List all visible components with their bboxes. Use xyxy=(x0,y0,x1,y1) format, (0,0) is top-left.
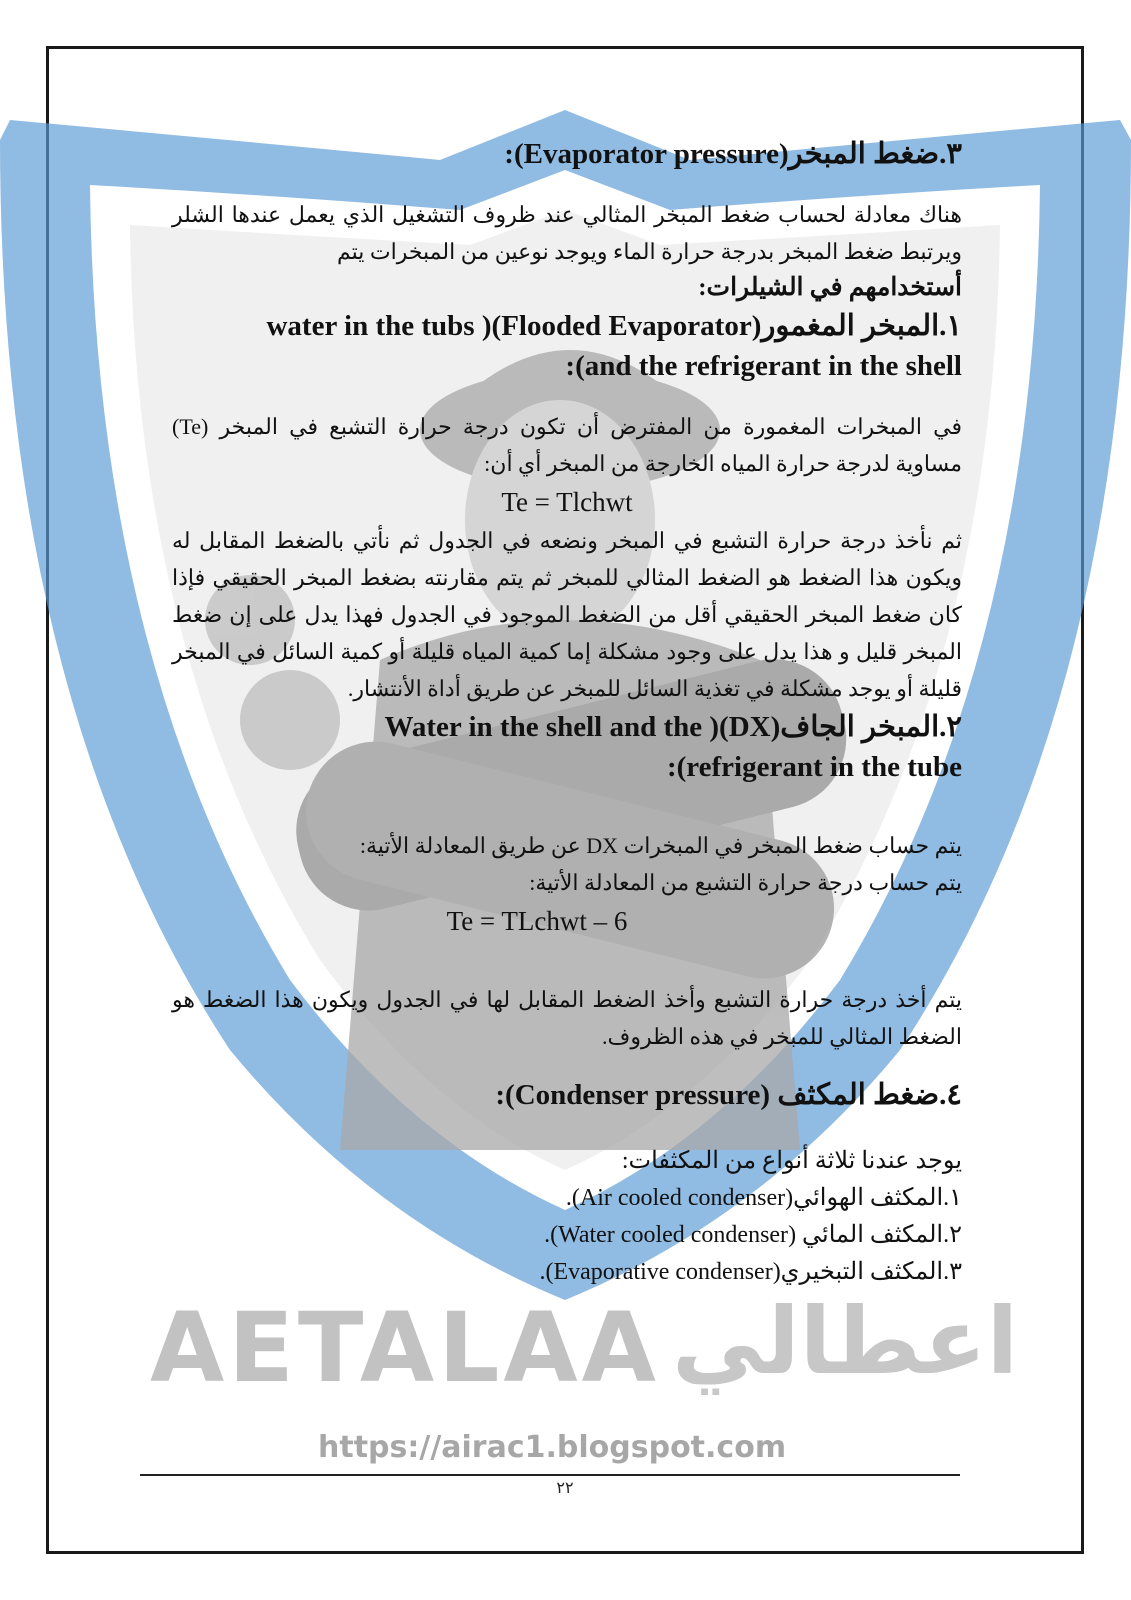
condenser-type-item: ٢.المكثف المائي (Water cooled condenser). xyxy=(544,1222,962,1248)
dx-evaporator-line1: يتم حساب ضغط المبخر في المبخرات DX عن طريق المعادلة الأتية: xyxy=(359,833,962,858)
section-4-intro: يوجد عندنا ثلاثة أنواع من المكثفات: xyxy=(621,1148,962,1174)
section-3-heading: ٣.ضغط المبخر(Evaporator pressure): xyxy=(504,138,962,170)
watermark-url: https://airac1.blogspot.com xyxy=(318,1430,787,1465)
page-content xyxy=(172,130,962,1291)
section-4-heading: ٤.ضغط المكثف (Condenser pressure): xyxy=(495,1079,962,1111)
flooded-evaporator-heading-line2: and the refrigerant in the shell): xyxy=(565,350,962,382)
dx-evaporator-heading-line1: ٢.المبخر الجاف(DX)( Water in the shell and the xyxy=(384,711,962,743)
section-3-intro-bold: أستخدامهم في الشيلرات: xyxy=(698,274,962,301)
section-3-intro: هناك معادلة لحساب ضغط المبخر المثالي عند ظروف التشغيل الذي يعمل عندها الشلر ويرتبط ضغط المبخر بدرجة حرارة الماء ويوجد نوعين من المبخرات يتم xyxy=(172,202,962,264)
flooded-evaporator-para2: ثم نأخذ درجة حرارة التشبع في المبخر ونضعه في الجدول ثم نأتي بالضغط المقابل له ويكون هذا الضغط هو الضغط المثالي للمبخر ثم يتم مقارنته بضغط المبخر الحقيقي فإذا كان ضغط المبخر الحقيقي أقل من الضغط الموجود في الجدول فهذا يدل على إن ضغط المبخر قليل و هذا يدل على وجود مشكلة إما كمية المياه قليلة أو كمية السائل في المبخر قليلة أو يوجد مشكلة في تغذية السائل للمبخر عن طريق أداة الأنتشار. xyxy=(172,528,962,701)
flooded-evaporator-equation: Te = Tlchwt xyxy=(501,487,633,517)
dx-evaporator-equation: Te = TLchwt – 6 xyxy=(446,906,628,936)
condenser-type-item: ٣.المكثف التبخيري(Evaporative condenser). xyxy=(539,1259,962,1285)
watermark-brand-latin: AETALAA xyxy=(150,1292,660,1404)
dx-evaporator-para: يتم أخذ درجة حرارة التشبع وأخذ الضغط المقابل لها في الجدول ويكون هذا الضغط هو الضغط المثالي للمبخر في هذه الظروف. xyxy=(172,987,962,1049)
flooded-evaporator-heading-line1: ١.المبخر المغمور(Flooded Evaporator)( water in the tubs xyxy=(266,310,962,342)
condenser-type-item: ١.المكثف الهوائي(Air cooled condenser). xyxy=(565,1185,962,1211)
flooded-evaporator-para1: في المبخرات المغمورة من المفترض أن تكون درجة حرارة التشبع في المبخر (Te) مساوية لدرجة حرارة المياه الخارجة من المبخر أي أن: xyxy=(172,414,962,476)
watermark-brand-arabic: اعطالي xyxy=(672,1288,1019,1395)
dx-evaporator-line2: يتم حساب درجة حرارة التشبع من المعادلة الأتية: xyxy=(529,870,962,895)
dx-evaporator-heading-line2: refrigerant in the tube): xyxy=(666,751,962,783)
page-number: ٢٢ xyxy=(556,1478,574,1497)
footer-rule xyxy=(140,1474,960,1476)
